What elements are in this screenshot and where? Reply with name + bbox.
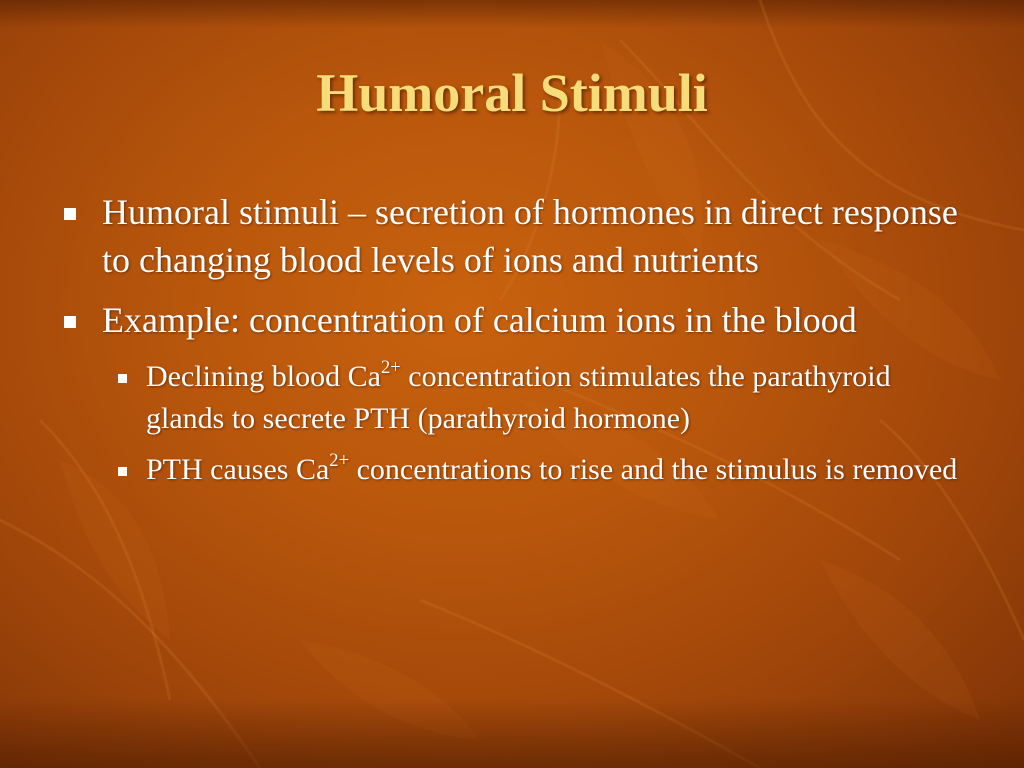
sub-bullet-item <box>106 449 960 491</box>
sub-bullet-text <box>146 357 891 435</box>
slide-body <box>60 188 960 500</box>
superscript: 2+ <box>380 357 401 379</box>
square-bullet-icon <box>118 374 127 383</box>
slide-title: Humoral Stimuli <box>316 63 708 123</box>
sub-bullet-text <box>146 450 958 486</box>
bullet-item <box>60 188 960 284</box>
text-segment: Declining blood Ca <box>146 360 381 393</box>
text-segment: concentration stimulates the parathyroid glands to secrete PTH (parathyroid hormone) <box>146 360 891 435</box>
text-segment: concentrations to rise and the stimulus is removed <box>349 453 958 486</box>
bullet-text: Example: concentration of calcium ions in the blood <box>102 300 857 340</box>
superscript: 2+ <box>329 450 350 472</box>
square-bullet-icon <box>64 316 76 328</box>
square-bullet-icon <box>118 467 127 476</box>
bullet-text: Humoral stimuli – secretion of hormones in direct response to changing blood levels of ions and nutrients <box>102 192 958 280</box>
square-bullet-icon <box>64 208 76 220</box>
text-segment: PTH causes Ca <box>146 453 330 486</box>
bullet-item <box>60 296 960 344</box>
sub-bullet-item <box>106 356 960 440</box>
